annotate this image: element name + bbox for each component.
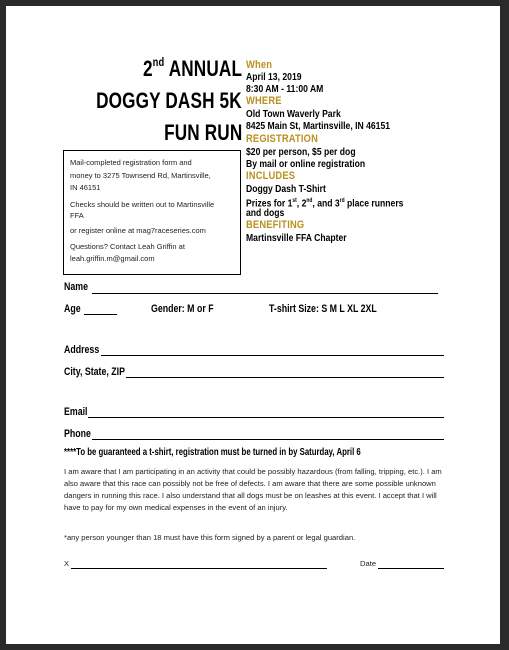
minor-signature-note: *any person younger than 18 must have this form signed by a parent or legal guardian. [64,533,356,542]
where-address: 8425 Main St, Martinsville, IN 46151 [246,120,391,132]
signature-field[interactable] [71,568,327,569]
includes-shirt: Doggy Dash T-Shirt [246,183,326,195]
event-title-line3: FUN RUN [163,120,242,145]
address-label: Address [64,344,100,356]
includes-prizes-cont: and dogs [246,207,285,219]
checks-line2: FFA [70,211,84,220]
email-field[interactable] [88,417,444,418]
when-date: April 13, 2019 [246,71,302,83]
registration-price: $20 per person, $5 per dog [246,146,356,158]
mail-info-box [63,150,241,275]
when-heading: When [246,59,273,71]
benefiting-heading: BENEFITING [246,219,305,231]
registration-method: By mail or online registration [246,158,366,170]
registration-heading: REGISTRATION [246,133,318,145]
tshirt-deadline-notice: ****To be guaranteed a t-shirt, registration must be turned in by Saturday, April 6 [64,447,361,458]
city-state-zip-label: City, State, ZIP [64,366,125,378]
phone-field[interactable] [92,439,444,440]
contact-email: leah.griffin.m@gmail.com [70,254,155,263]
address-field[interactable] [101,355,444,356]
name-label: Name [64,281,88,293]
registration-form-page [6,6,500,644]
when-time: 8:30 AM - 11:00 AM [246,83,324,95]
event-title-line1: 2nd ANNUAL [142,55,242,81]
email-label: Email [64,406,88,418]
where-heading: WHERE [246,95,282,107]
includes-heading: INCLUDES [246,170,296,182]
waiver-text: I am aware that I am participating in an activity that could be possibly hazardous (from falling, tripping, etc.). I am also aware that this race can possibly not be free of defects. I am aware that there are some possible unknown dangers in running this race. I also understand that all dogs must be on leashes at this event. I accept that I will have to pay for my own medical expenses in the event of an injury. [64,467,442,512]
city-state-zip-field[interactable] [126,377,444,378]
name-field[interactable] [92,293,438,294]
mail-line2: money to 3275 Townsend Rd, Martinsville, [70,171,211,180]
benefiting-org: Martinsville FFA Chapter [246,232,347,244]
where-place: Old Town Waverly Park [246,108,341,120]
online-registration: or register online at mag7raceseries.com [70,226,206,235]
tshirt-size-options[interactable]: T-shirt Size: S M L XL 2XL [269,303,377,315]
checks-line1: Checks should be written out to Martinsville [70,200,215,209]
questions-line: Questions? Contact Leah Griffin at [70,242,185,251]
includes-prizes: Prizes for 1st, 2nd, and 3rd place runners [246,197,404,210]
date-label: Date [360,559,377,568]
mail-line3: IN 46151 [70,183,101,192]
phone-label: Phone [64,428,91,440]
signature-x-label: X [64,559,70,568]
gender-options[interactable]: Gender: M or F [151,303,214,315]
age-field[interactable] [84,314,117,315]
event-title-line2: DOGGY DASH 5K [96,88,242,113]
date-field[interactable] [378,568,444,569]
age-label: Age [64,303,81,315]
mail-line1: Mail-completed registration form and [70,158,192,167]
